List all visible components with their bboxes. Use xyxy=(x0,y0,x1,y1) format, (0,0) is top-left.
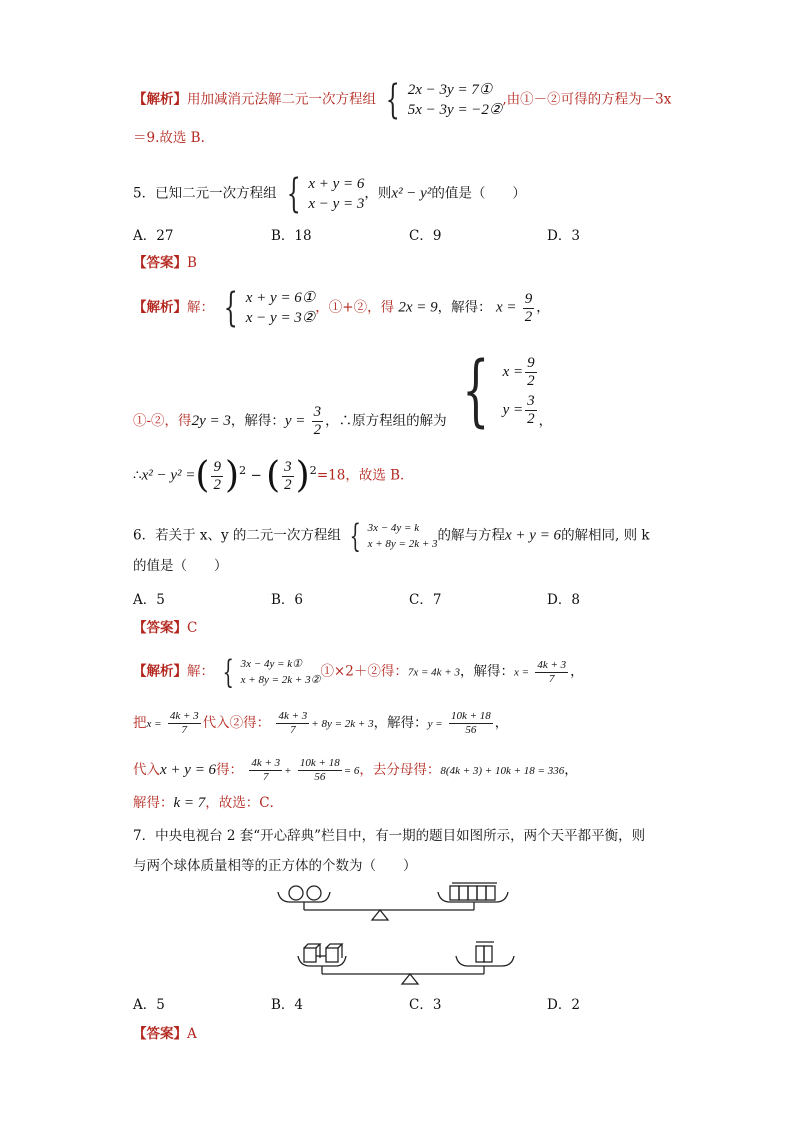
cube xyxy=(486,886,495,900)
equation-system: { 3x − 4y = k① x + 8y = 2k + 3② xyxy=(222,653,321,691)
equation: x − y = 3② xyxy=(245,310,316,326)
q5-option-d[interactable]: D．3 xyxy=(547,228,580,244)
equation: x + 8y = 2k + 3 xyxy=(367,538,438,550)
equation: x = xyxy=(146,718,162,730)
analysis-text: ，解得： xyxy=(230,412,285,429)
analysis-text: 解得： xyxy=(133,795,174,811)
cube xyxy=(477,886,486,900)
stem-text: 的解相同, 则 k xyxy=(561,527,650,544)
analysis-text: ， xyxy=(538,412,553,429)
analysis-text: 得： xyxy=(216,762,244,778)
q6-analysis-line3 xyxy=(133,757,578,784)
q5-option-a[interactable]: A．27 xyxy=(133,228,174,244)
q5-analysis-line3: ∴x² − y² =( $\frac{9}{2}$ )$^2$ − ( $\frac{3}{2}$ )$^2$=18，故选 B． xyxy=(133,455,414,496)
equation: 2x = 9 xyxy=(398,299,438,316)
cube xyxy=(304,948,316,962)
equation: 8(4k + 3) + 10k + 18 = 336 xyxy=(440,765,565,777)
equation: y = xyxy=(284,412,306,429)
q5-option-b[interactable]: B．18 xyxy=(271,228,312,244)
q6-analysis-line2 xyxy=(133,710,508,737)
analysis-text: ,由①－②可得的方程为－3x xyxy=(502,91,672,108)
answer-tag: 【答案】 xyxy=(133,1026,187,1042)
plus-sign: + xyxy=(284,765,292,777)
q6-stem-line2: 的值是（ ） xyxy=(133,558,228,574)
analysis-text: ， xyxy=(564,762,578,778)
q7-stem-line1: 7．中央电视台 2 套“开心辞典”栏目中，有一期的题目如图所示，两个天平都平衡，则 xyxy=(133,828,646,844)
analysis-tag: 【解析】 xyxy=(133,91,187,108)
answer-value: B xyxy=(187,255,197,271)
q7-stem-line2: 与两个球体质量相等的正方体的个数为（ ） xyxy=(133,858,417,874)
analysis-text: ，解得： xyxy=(459,663,514,680)
fraction: $\frac{4k + 3}{7}$ xyxy=(537,658,567,685)
equation: 3x − 4y = k① xyxy=(240,658,303,670)
equation: x + y = 6① xyxy=(245,290,316,306)
analysis-text: ， xyxy=(570,663,584,680)
cube xyxy=(468,886,477,900)
q7-option-a[interactable]: A．5 xyxy=(133,997,165,1013)
analysis-text: ①-②，得 xyxy=(133,412,192,429)
balance-figure xyxy=(270,880,530,990)
equation-system: { 2x − 3y = 7① 5x − 3y = −2② xyxy=(386,77,503,123)
q6-option-c[interactable]: C．7 xyxy=(409,592,442,608)
stem-text: 6．若关于 x、y 的二元一次方程组 xyxy=(133,527,341,544)
analysis-text: ，去分母得： xyxy=(359,762,441,778)
q5-analysis-line2 xyxy=(133,346,553,438)
q6-analysis-line4 xyxy=(133,793,283,813)
fraction: $\frac{9}{2}$ xyxy=(213,458,221,493)
analysis-text: 把 xyxy=(133,715,147,731)
therefore-symbol: ∴ xyxy=(133,467,142,484)
q7-option-b[interactable]: B．4 xyxy=(271,997,304,1013)
equation-system: { 3x − 4y = k x + 8y = 2k + 3 xyxy=(349,517,438,555)
equation: y = xyxy=(427,718,443,730)
q5-option-c[interactable]: C．9 xyxy=(409,228,442,244)
analysis-text: =18，故选 B． xyxy=(316,467,414,484)
analysis-text: ，∴原方程组的解为 xyxy=(325,412,447,429)
cube xyxy=(450,886,459,900)
analysis-text: ，解得： xyxy=(437,299,492,316)
cube xyxy=(459,886,468,900)
equation: + 8y = 2k + 3 xyxy=(311,718,374,730)
stem-text: ，则 xyxy=(364,185,392,202)
solution-system: { x = $\frac{9}{2}$ y = $\frac{3}{2}$ xyxy=(451,352,539,430)
q4-analysis-line1 xyxy=(133,77,672,123)
equation-system: { x + y = 6 x − y = 3 xyxy=(286,171,365,217)
analysis-text: ，①+②，得 xyxy=(315,299,395,316)
fraction: $\frac{10k + 18}{56}$ xyxy=(450,710,491,736)
q5-answer xyxy=(133,253,197,273)
equation: 2y = 3 xyxy=(191,412,231,429)
answer-value: C xyxy=(187,620,198,636)
fraction: $\frac{10k + 18}{56}$ xyxy=(299,757,340,783)
equation: 5x − 3y = −2② xyxy=(407,102,503,118)
equation: 2x − 3y = 7① xyxy=(407,82,493,98)
equation: = 6 xyxy=(343,765,360,777)
equation: x + y = 6 xyxy=(160,762,217,778)
analysis-text: ， xyxy=(536,299,550,316)
equation: k = 7 xyxy=(173,795,206,811)
analysis-text: ， xyxy=(494,715,509,731)
q6-option-d[interactable]: D．8 xyxy=(547,592,580,608)
q4-analysis-line2: ＝9.故选 B. xyxy=(133,130,205,146)
q7-option-d[interactable]: D．2 xyxy=(547,997,580,1013)
q5-analysis-line1 xyxy=(133,285,550,331)
q6-stem-line1 xyxy=(133,517,650,555)
equation: x = xyxy=(495,299,517,316)
solution-y: y = $\frac{3}{2}$ xyxy=(502,393,535,428)
analysis-text: 用加减消元法解二元一次方程组 xyxy=(187,91,376,108)
analysis-tag: 【解析】 xyxy=(133,663,187,680)
equation: 7x = 4k + 3 xyxy=(407,666,460,679)
analysis-text: 解： xyxy=(187,299,214,316)
analysis-text: 代入②得： xyxy=(202,715,271,731)
stem-text: 5．已知二元一次方程组 xyxy=(133,185,277,202)
solution-x: x = $\frac{9}{2}$ xyxy=(502,355,535,390)
ball xyxy=(289,886,303,900)
q5-stem xyxy=(133,171,526,217)
balance-bottom xyxy=(298,942,514,984)
equation: x = xyxy=(513,666,530,679)
stem-text: 的值是（ ） xyxy=(431,185,526,202)
equation: x + 8y = 2k + 3② xyxy=(240,674,321,686)
cube xyxy=(476,946,484,962)
q6-option-b[interactable]: B．6 xyxy=(271,592,304,608)
fraction: $\frac{4k + 3}{7}$ xyxy=(278,710,308,736)
cube xyxy=(484,946,492,962)
analysis-text: 代入 xyxy=(133,762,160,778)
q7-option-c[interactable]: C．3 xyxy=(409,997,442,1013)
equation-system: { x + y = 6① x − y = 3② xyxy=(224,285,316,331)
answer-tag: 【答案】 xyxy=(133,255,187,271)
equation: 3x − 4y = k xyxy=(367,522,420,534)
q6-analysis-line1 xyxy=(133,653,584,691)
analysis-text: ，故选：C． xyxy=(205,795,284,811)
q6-answer xyxy=(133,618,197,638)
equation: x + y = 6 xyxy=(308,176,365,192)
analysis-text: ①×2＋②得： xyxy=(320,663,408,680)
balance-top xyxy=(278,883,508,920)
answer-tag: 【答案】 xyxy=(133,620,187,636)
analysis-text: ，解得： xyxy=(373,715,428,731)
fraction: $\frac{3}{2}$ xyxy=(284,458,292,493)
fraction: $\frac{3}{2}$ xyxy=(313,403,322,438)
analysis-tag: 【解析】 xyxy=(133,299,187,316)
cube xyxy=(326,948,338,962)
expression: x² − y² xyxy=(391,185,432,202)
q7-answer xyxy=(133,1024,197,1044)
fraction: $\frac{4k + 3}{7}$ xyxy=(251,757,281,783)
equation: x − y = 3 xyxy=(308,196,365,212)
equation: x + y = 6 xyxy=(505,527,562,544)
q6-option-a[interactable]: A．5 xyxy=(133,592,165,608)
expression: x² − y² = xyxy=(141,467,196,484)
ball xyxy=(307,886,321,900)
analysis-text: 解： xyxy=(187,663,214,680)
fraction: $\frac{4k + 3}{7}$ xyxy=(169,710,199,736)
fraction: $\frac{9}{2}$ xyxy=(524,290,533,325)
stem-text: 的解与方程 xyxy=(437,527,505,544)
answer-value: A xyxy=(187,1026,197,1042)
